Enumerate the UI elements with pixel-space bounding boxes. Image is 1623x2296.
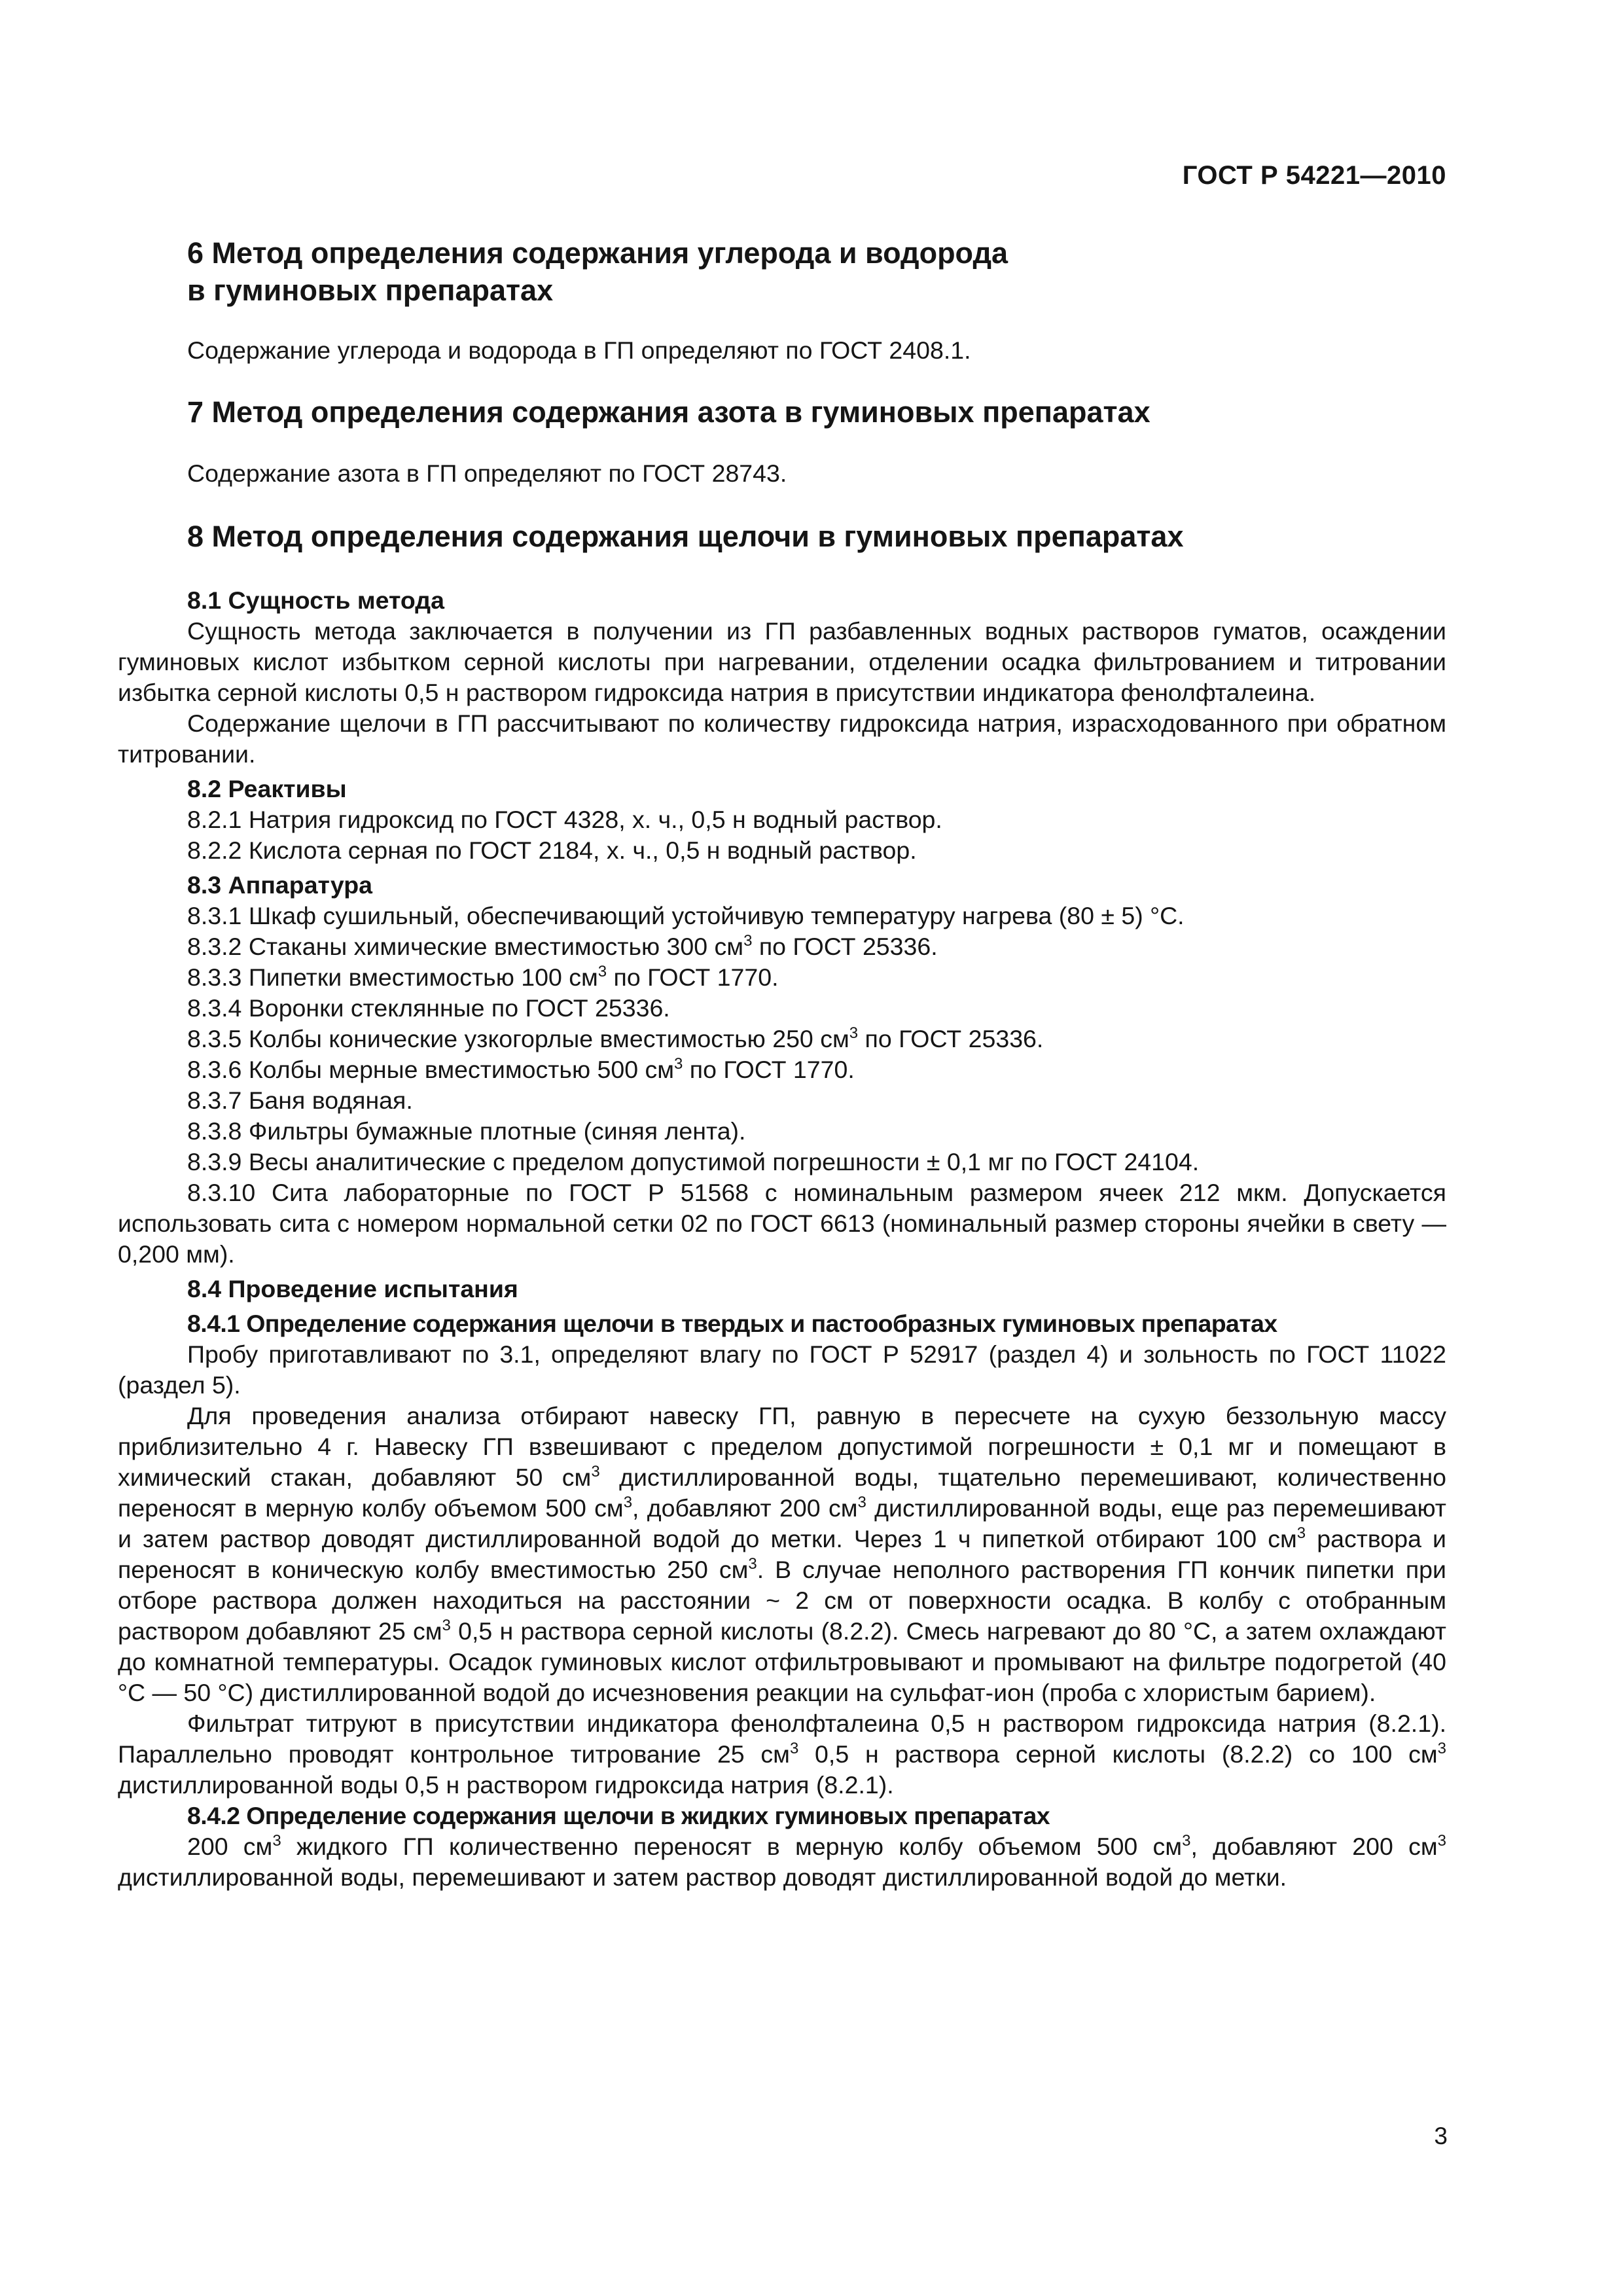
- standard-number: ГОСТ Р 54221—2010: [1182, 161, 1446, 190]
- section-7-text: Содержание азота в ГП определяют по ГОСТ 28743.: [187, 459, 787, 487]
- section-7: [118, 393, 1446, 489]
- subsection-8-4-1-para-3: Фильтрат титруют в присутствии индикатора фенолфталеина 0,5 н раствором гидроксида натрия (8.2.1). Параллельно проводят контрольное титрование 25 $см^3$ 0,5 н раствора серной кислоты (8.2.2) со 100 $см^3$ дистиллированной воды 0,5 н раствором гидроксида натрия (8.2.1).: [118, 1710, 1446, 1799]
- subsection-8-4-1-para-1: Пробу приготавливают по 3.1, определяют влагу по ГОСТ Р 52917 (раздел 4) и зольность по ГОСТ 11022 (раздел 5).: [118, 1340, 1446, 1399]
- subsection-8-3-title: 8.3 Аппаратура: [187, 871, 372, 899]
- item-8-3-7: 8.3.7 Баня водяная.: [187, 1086, 413, 1114]
- subsection-8-4-title: 8.4 Проведение испытания: [187, 1275, 518, 1302]
- item-8-3-4: 8.3.4 Воронки стеклянные по ГОСТ 25336.: [187, 994, 670, 1022]
- item-8-3-5: 8.3.5 Колбы конические узкогорлые вместимостью 250 $см^3$ по ГОСТ 25336.: [187, 1024, 1044, 1052]
- item-8-3-10: 8.3.10 Сита лабораторные по ГОСТ Р 51568 с номинальным размером ячеек 212 мкм. Допускается использовать сита с номером нормальной сетки 02 по ГОСТ 6613 (номинальный размер стороны ячейки в свету — 0,200 мм).: [118, 1179, 1446, 1268]
- item-8-2-1: 8.2.1 Натрия гидроксид по ГОСТ 4328, х. ч., 0,5 н водный раствор.: [187, 806, 942, 833]
- item-8-2-2: 8.2.2 Кислота серная по ГОСТ 2184, х. ч., 0,5 н водный раствор.: [187, 836, 917, 864]
- subsection-8-1-para-2: Содержание щелочи в ГП рассчитывают по количеству гидроксида натрия, израсходованного при обратном титровании.: [118, 709, 1446, 768]
- section-6-title-line1: 6 Метод определения содержания углерода и водорода: [187, 236, 1008, 270]
- subsection-8-1-para-1: Сущность метода заключается в получении из ГП разбавленных водных растворов гуматов, осаждении гуминовых кислот избытком серной кислоты при нагревании, отделении осадка фильтрованием и титровании избытка серной кислоты 0,5 н раствором гидроксида натрия в присутствии индикатора фенолфталеина.: [118, 617, 1446, 706]
- page-number: 3: [1434, 2123, 1448, 2149]
- section-6-title-line2: в гуминовых препаратах: [187, 274, 554, 307]
- subsection-8-4-2-title: 8.4.2 Определение содержания щелочи в жидких гуминовых препаратах: [187, 1802, 1050, 1829]
- subsection-8-1-title: 8.1 Сущность метода: [187, 586, 444, 614]
- item-8-3-8: 8.3.8 Фильтры бумажные плотные (синяя лента).: [187, 1117, 746, 1145]
- subsection-8-2-title: 8.2 Реактивы: [187, 775, 347, 802]
- item-8-3-3: 8.3.3 Пипетки вместимостью 100 $см^3$ по ГОСТ 1770.: [187, 963, 779, 991]
- item-8-3-9: 8.3.9 Весы аналитические с пределом допустимой погрешности ± 0,1 мг по ГОСТ 24104.: [187, 1148, 1200, 1175]
- subsection-8-4-1-title: 8.4.1 Определение содержания щелочи в твердых и пастообразных гуминовых препаратах: [187, 1310, 1277, 1337]
- subsection-8-4-1-para-2: Для проведения анализа отбирают навеску ГП, равную в пересчете на сухую беззольную массу приблизительно 4 г. Навеску ГП взвешивают с пределом допустимой погрешности ± 0,1 мг и помещают в химический стакан, добавляют 50 $см^3$ дистиллированной воды, тщательно перемешивают, количественно переносят в мерную колбу объемом 500 $см^3$, добавляют 200 $см^3$ дистиллированной воды, еще раз перемешивают и затем раствор доводят дистиллированной водой до метки. Через 1 ч пипеткой отбирают 100 $см^3$ раствора и переносят в коническую колбу вместимостью 250 $см^3$. В случае неполного растворения ГП кончик пипетки при отборе раствора должен находиться на расстоянии ~ 2 см от поверхности осадка. В колбу с отобранным раствором добавляют 25 $см^3$ 0,5 н раствора серной кислоты (8.2.2). Смесь нагревают до 80 °С, а затем охлаждают до комнатной температуры. Осадок гуминовых кислот отфильтровывают и промывают на фильтре подогретой (40 °С — 50 °С) дистиллированной водой до исчезновения реакции на сульфат-ион (проба с хлористым барием).: [118, 1402, 1447, 1706]
- item-8-3-1: 8.3.1 Шкаф сушильный, обеспечивающий устойчивую температуру нагрева (80 ± 5) °С.: [187, 902, 1185, 929]
- section-7-title: 7 Метод определения содержания азота в гуминовых препаратах: [187, 395, 1150, 429]
- subsection-8-4-2-para-1: 200 $см^3$ жидкого ГП количественно переносят в мерную колбу объемом 500 $см^3$, добавляют 200 $см^3$ дистиллированной воды, перемешивают и затем раствор доводят дистиллированной водой до метки.: [118, 1832, 1446, 1891]
- document-body: [118, 223, 1446, 1893]
- section-6: [118, 234, 1446, 366]
- item-8-3-6: 8.3.6 Колбы мерные вместимостью 500 $см^3$ по ГОСТ 1770.: [187, 1055, 855, 1083]
- item-8-3-2: 8.3.2 Стаканы химические вместимостью 300 $см^3$ по ГОСТ 25336.: [187, 932, 938, 960]
- section-6-text: Содержание углерода и водорода в ГП определяют по ГОСТ 2408.1.: [187, 336, 971, 364]
- section-8-title: 8 Метод определения содержания щелочи в гуминовых препаратах: [187, 520, 1184, 553]
- section-8: [118, 518, 1446, 1893]
